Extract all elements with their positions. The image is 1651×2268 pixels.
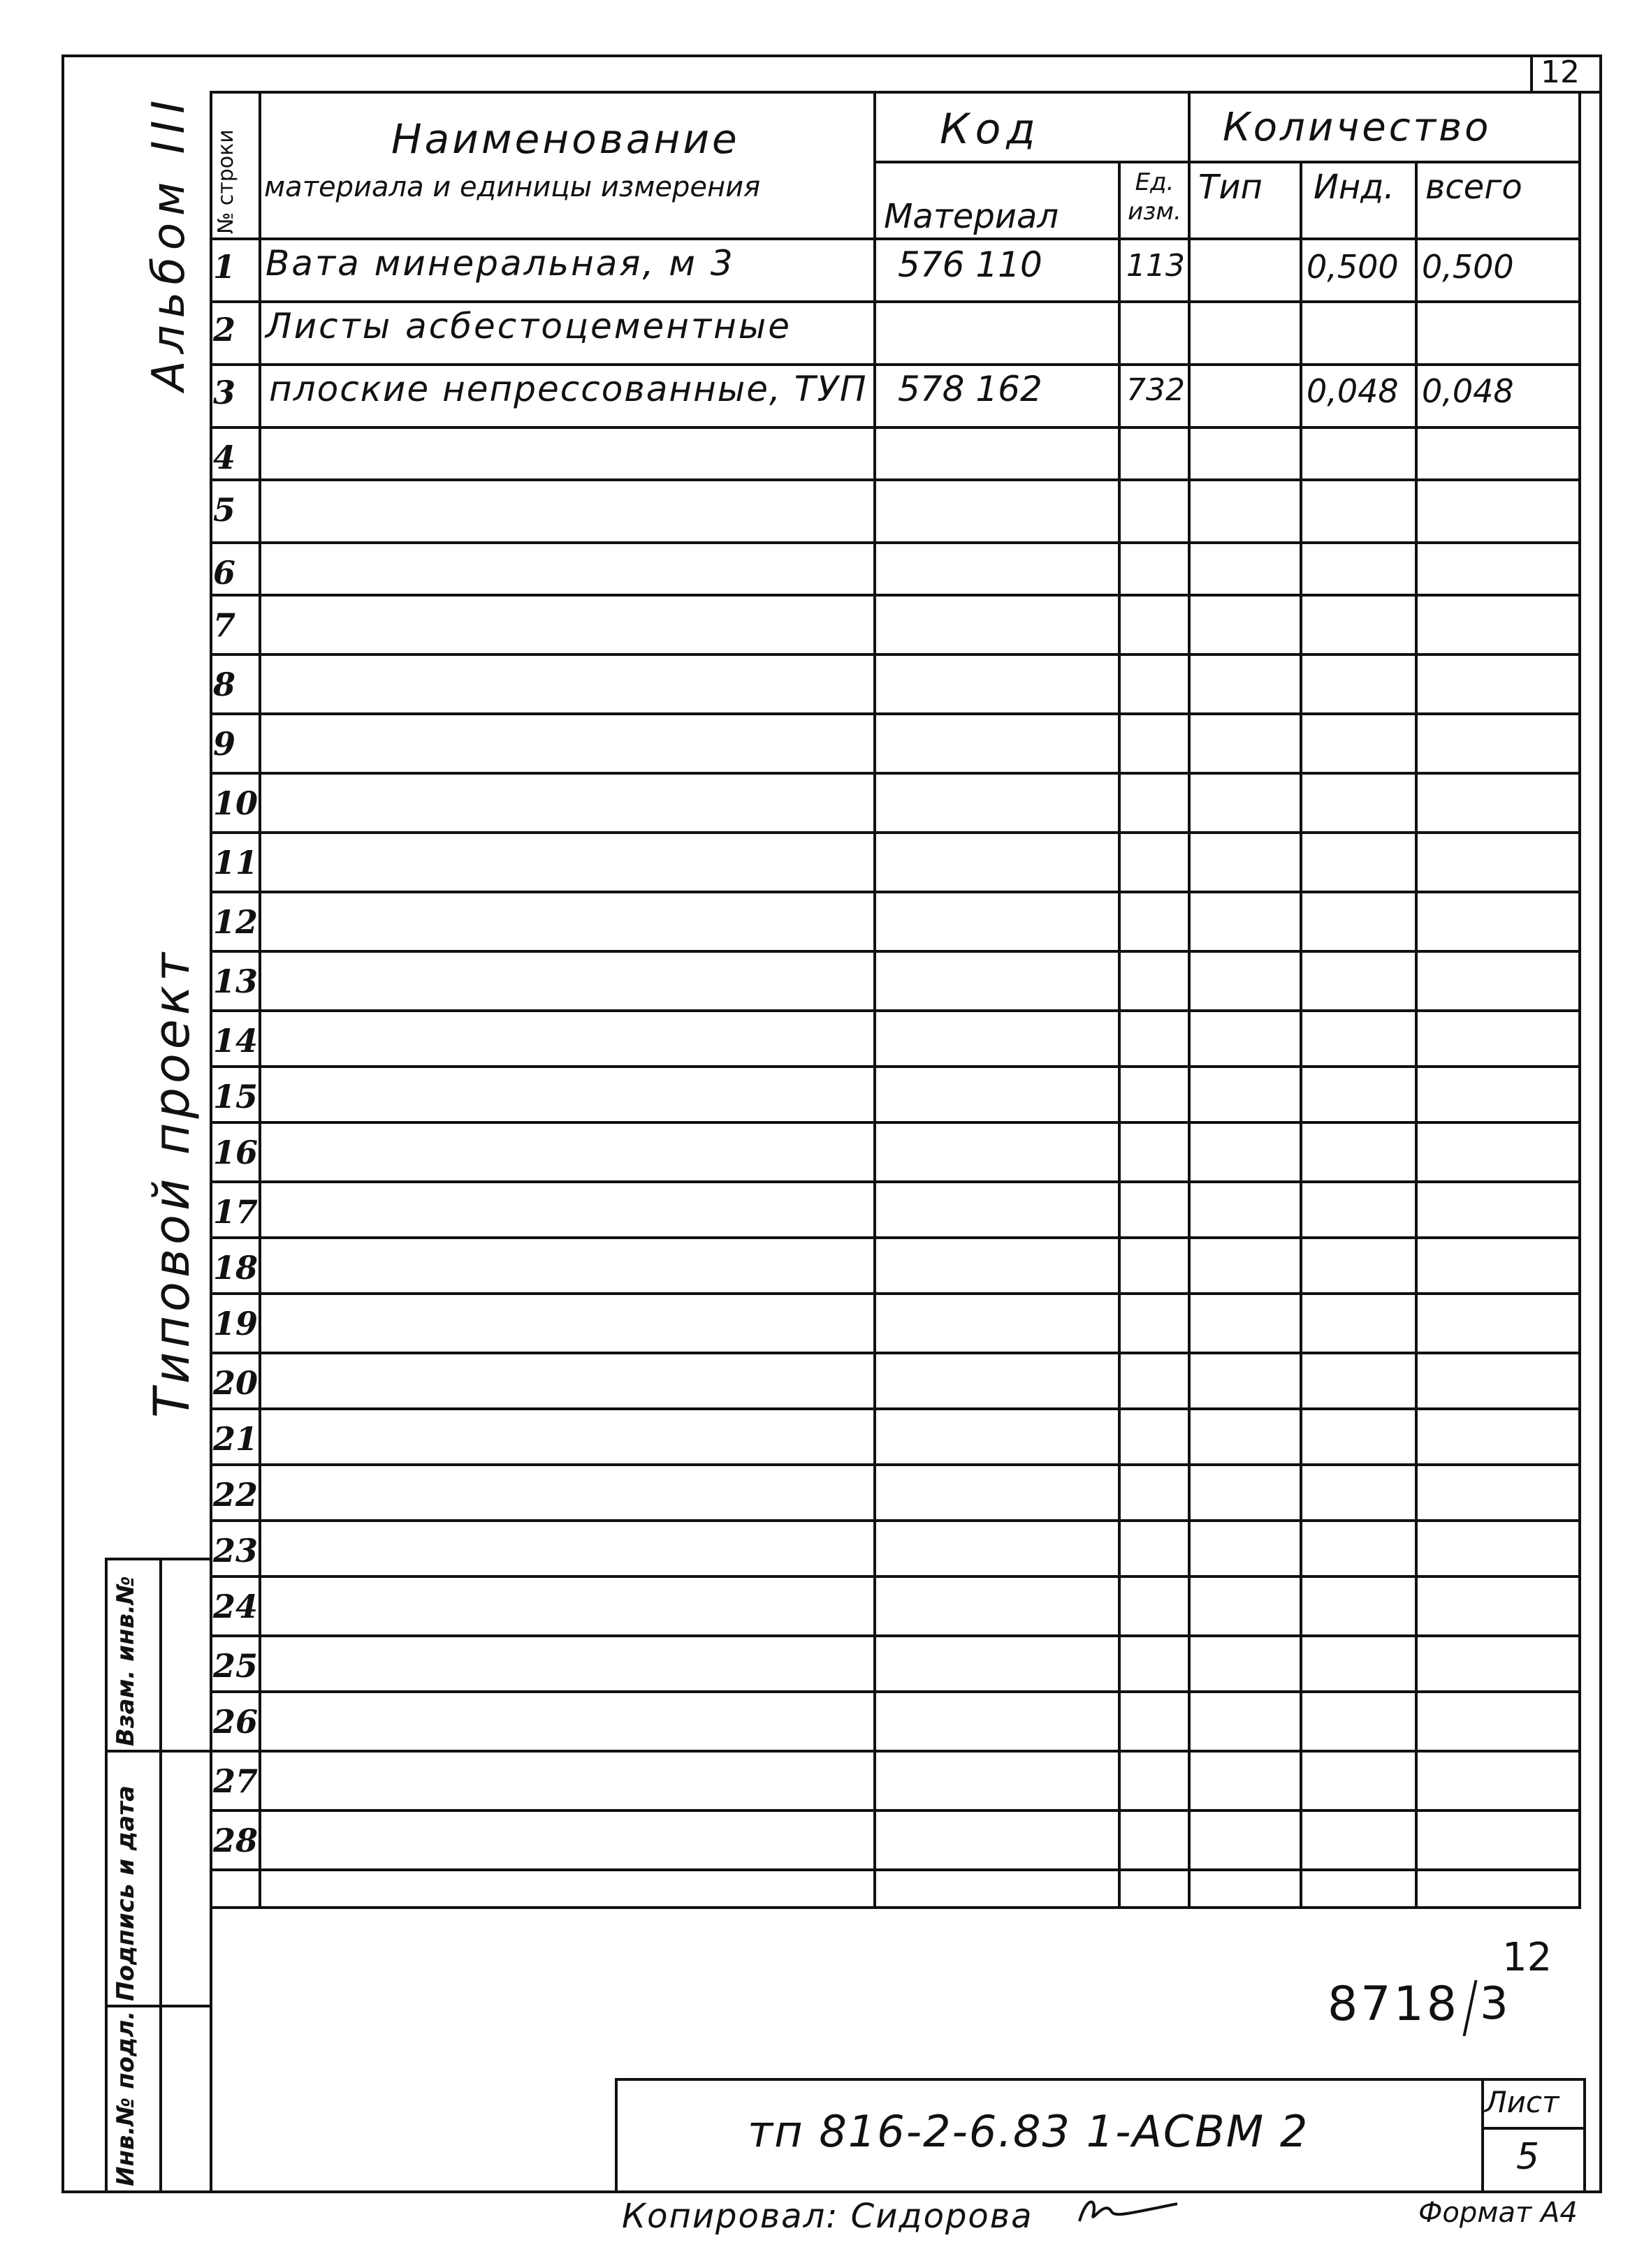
- col-divider-material: [1118, 161, 1121, 1907]
- row-separator: [210, 426, 1581, 429]
- side-label-album: Альбом III: [143, 93, 195, 391]
- corner-sheet-number: 12: [1541, 54, 1580, 90]
- row-number: 28: [213, 1822, 259, 1859]
- header-qty-total: всего: [1425, 168, 1522, 207]
- row-number: 6: [213, 554, 236, 592]
- row-ind: 0,500: [1307, 248, 1399, 286]
- row-number: 18: [213, 1249, 259, 1287]
- row-name: Листы асбестоцементные: [266, 306, 792, 346]
- row-separator: [210, 1009, 1581, 1012]
- title-block-sheet-sep: [1481, 2127, 1586, 2130]
- row-separator: [210, 1180, 1581, 1183]
- row-number: 5: [213, 491, 236, 529]
- row-number: 8: [213, 666, 236, 703]
- row-number: 16: [213, 1134, 259, 1171]
- header-bottom: [210, 237, 1581, 240]
- side-label-project: Типовой проект: [143, 949, 201, 1418]
- row-material: 576 110: [898, 244, 1042, 285]
- row-number: 4: [213, 439, 236, 476]
- row-number: 13: [213, 963, 259, 1000]
- stamp-side-sep-1: [105, 1750, 212, 1753]
- row-separator: [210, 1121, 1581, 1124]
- row-separator: [210, 1292, 1581, 1295]
- header-code-material: Материал: [884, 197, 1059, 236]
- row-separator: [210, 1463, 1581, 1466]
- footer-copied: Копировал: Сидорова: [622, 2197, 1033, 2236]
- row-separator: [210, 712, 1581, 715]
- row-number: 1: [213, 248, 236, 286]
- row-separator: [210, 1690, 1581, 1693]
- row-separator: [210, 1750, 1581, 1753]
- header-code-unit: Ед. изм.: [1128, 168, 1181, 226]
- row-name: Вата минеральная, м 3: [266, 243, 735, 284]
- row-number: 23: [213, 1532, 259, 1570]
- row-number: 12: [213, 903, 259, 941]
- row-separator: [210, 1634, 1581, 1637]
- row-separator: [210, 594, 1581, 597]
- stamp-side-divider: [159, 1558, 162, 2193]
- row-number: 21: [213, 1420, 259, 1458]
- title-block-divider: [1481, 2078, 1484, 2193]
- row-separator: [210, 831, 1581, 834]
- row-total: 0,500: [1422, 248, 1514, 286]
- stamp-side-inv-podl: Инв.№ подл.: [112, 2010, 140, 2186]
- row-number: 19: [213, 1305, 259, 1342]
- title-block-designation: тп 816-2-6.83 1-АСВМ 2: [748, 2106, 1309, 2157]
- row-name: плоские непрессованные, ТУП: [269, 369, 868, 409]
- signature-mark: [1076, 2193, 1181, 2228]
- row-number: 24: [213, 1588, 259, 1625]
- row-number: 7: [213, 606, 236, 644]
- row-separator: [210, 653, 1581, 656]
- row-number: 14: [213, 1022, 259, 1060]
- row-separator: [210, 541, 1581, 544]
- header-name-line1: Наименование: [391, 115, 740, 163]
- row-separator: [210, 772, 1581, 775]
- row-number: 9: [213, 725, 236, 763]
- row-separator: [210, 950, 1581, 953]
- row-separator: [210, 891, 1581, 893]
- stamp-side-vzam: Взам. инв.№: [112, 1576, 140, 1746]
- col-divider-type: [1300, 161, 1302, 1907]
- row-number: 3: [213, 374, 236, 411]
- col-divider-ind: [1415, 161, 1418, 1907]
- row-separator: [210, 1868, 1581, 1871]
- archive-fraction-top: 12: [1502, 1935, 1552, 1980]
- row-separator: [210, 1065, 1581, 1068]
- stamp-side-sep-2: [105, 2005, 212, 2007]
- header-quantity: Количество: [1223, 105, 1492, 150]
- row-separator: [210, 1519, 1581, 1522]
- row-separator: [210, 1407, 1581, 1410]
- row-number: 2: [213, 311, 236, 349]
- header-qty-ind: Инд.: [1314, 168, 1395, 207]
- row-total: 0,048: [1422, 372, 1514, 410]
- row-material: 578 162: [898, 369, 1042, 409]
- footer-format: Формат А4: [1418, 2197, 1578, 2229]
- row-separator: [210, 478, 1581, 481]
- header-subdivider: [873, 161, 1581, 163]
- row-separator: [210, 1236, 1581, 1239]
- stamp-side-podpis: Подпись и дата: [112, 1785, 140, 2001]
- header-code: Код: [940, 105, 1041, 154]
- row-number: 10: [213, 784, 259, 822]
- archive-number: 8718: [1328, 1977, 1460, 2032]
- row-number: 25: [213, 1647, 259, 1685]
- row-number: 26: [213, 1703, 259, 1741]
- row-number: 22: [213, 1476, 259, 1514]
- row-number: 20: [213, 1364, 259, 1402]
- title-block-sheet-label: Лист: [1485, 2085, 1559, 2119]
- header-qty-type: Тип: [1198, 168, 1263, 207]
- header-row-num: № строки: [214, 129, 238, 234]
- row-separator: [210, 363, 1581, 366]
- row-separator: [210, 300, 1581, 303]
- header-name-line2: материала и единицы измерения: [264, 171, 761, 203]
- title-block-sheet-number: 5: [1516, 2136, 1540, 2178]
- row-separator: [210, 1809, 1581, 1812]
- row-number: 15: [213, 1078, 259, 1115]
- row-number: 27: [213, 1762, 259, 1800]
- row-unit: 732: [1126, 372, 1185, 408]
- row-number: 11: [213, 844, 259, 881]
- archive-fraction-bottom: 3: [1480, 1978, 1508, 2030]
- row-ind: 0,048: [1307, 372, 1399, 410]
- row-separator: [210, 1352, 1581, 1354]
- row-separator: [210, 1575, 1581, 1578]
- row-unit: 113: [1126, 248, 1185, 284]
- row-number: 17: [213, 1193, 259, 1231]
